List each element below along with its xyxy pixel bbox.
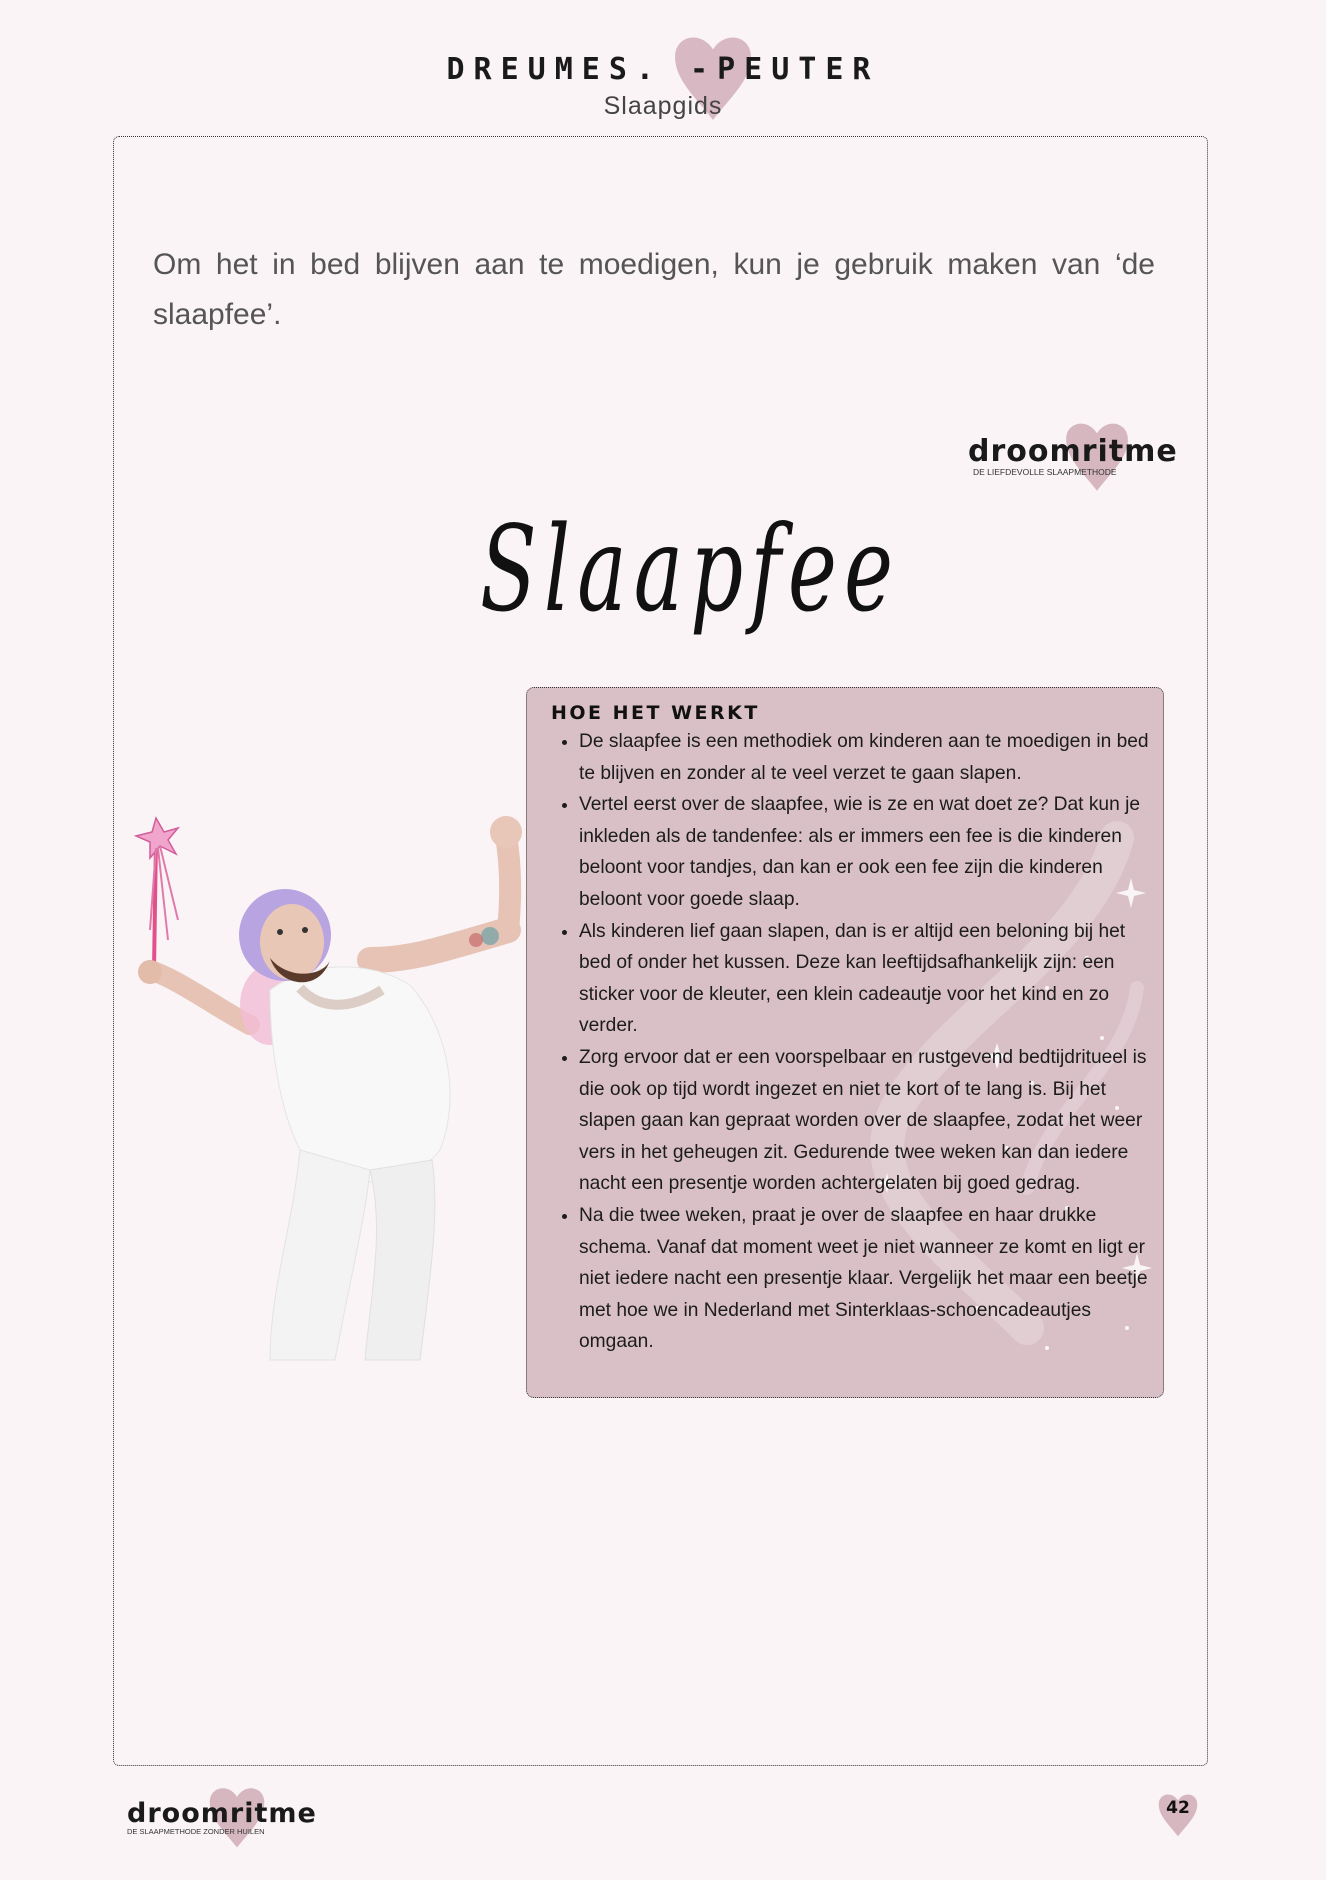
list-item: • Na die twee weken, praat je over de slaapfee en haar drukke schema. Vanaf dat moment weet je niet wanneer ze komt en ligt er niet iedere nacht een presentje klaar. Vergelijk het maar een beetje met hoe we in Nederland met Sinterklaas-schoencadeautjes omgaan. (579, 1200, 1151, 1358)
list-item: • Als kinderen lief gaan slapen, dan is er altijd een beloning bij het bed of onder het kussen. Deze kan leeftijdsafhankelijk zijn: een sticker voor de kleuter, een klein cadeautje voor het kind en zo verder. (579, 916, 1151, 1042)
footer-brand-name: droomritme (127, 1798, 317, 1829)
info-box (526, 687, 1164, 1398)
info-box-heading: HOE HET WERKT (551, 702, 760, 724)
intro-paragraph: Om het in bed blijven aan te moedigen, kun je gebruik maken van ‘de slaapfee’. (153, 248, 1155, 331)
brand-logo (966, 412, 1178, 492)
guide-subtitle: Slaapgids (603, 92, 723, 120)
section-title-text: Slaapfee (480, 500, 900, 638)
footer-logo (126, 1782, 317, 1848)
page-number: 42 (1166, 1798, 1190, 1818)
brand-tagline: DE LIEFDEVOLLE SLAAPMETHODE (973, 467, 1117, 477)
section-title (470, 480, 910, 690)
fairy-illustration (120, 810, 540, 1370)
guide-title: DREUMES. -PEUTER (446, 52, 880, 87)
list-item: • De slaapfee is een methodiek om kinderen aan te moedigen in bed te blijven en zonder al te veel verzet te gaan slapen. (579, 726, 1151, 789)
footer-brand-tagline: DE SLAAPMETHODE ZONDER HUILEN (127, 1827, 265, 1836)
list-item: • Zorg ervoor dat er een voorspelbaar en rustgevend bedtijdritueel is die ook op tijd wordt ingezet en niet te kort of te lang is. Bij het slapen gaan kan gepraat worden over de slaapfee, zodat het weer vers in het geheugen zit. Gedurende twee weken kan dan iedere nacht een presentje worden achtergelaten bij goed gedrag. (579, 1042, 1151, 1200)
page-header (0, 0, 1326, 130)
list-item: • Vertel eerst over de slaapfee, wie is ze en wat doet ze? Dat kun je inkleden als de tandenfee: als er immers een fee is die kinderen beloont voor tandjes, dan kan er ook een fee zijn die kinderen beloont voor goede slaap. (579, 789, 1151, 915)
info-list (551, 726, 1151, 1358)
brand-name: droomritme (968, 434, 1178, 469)
